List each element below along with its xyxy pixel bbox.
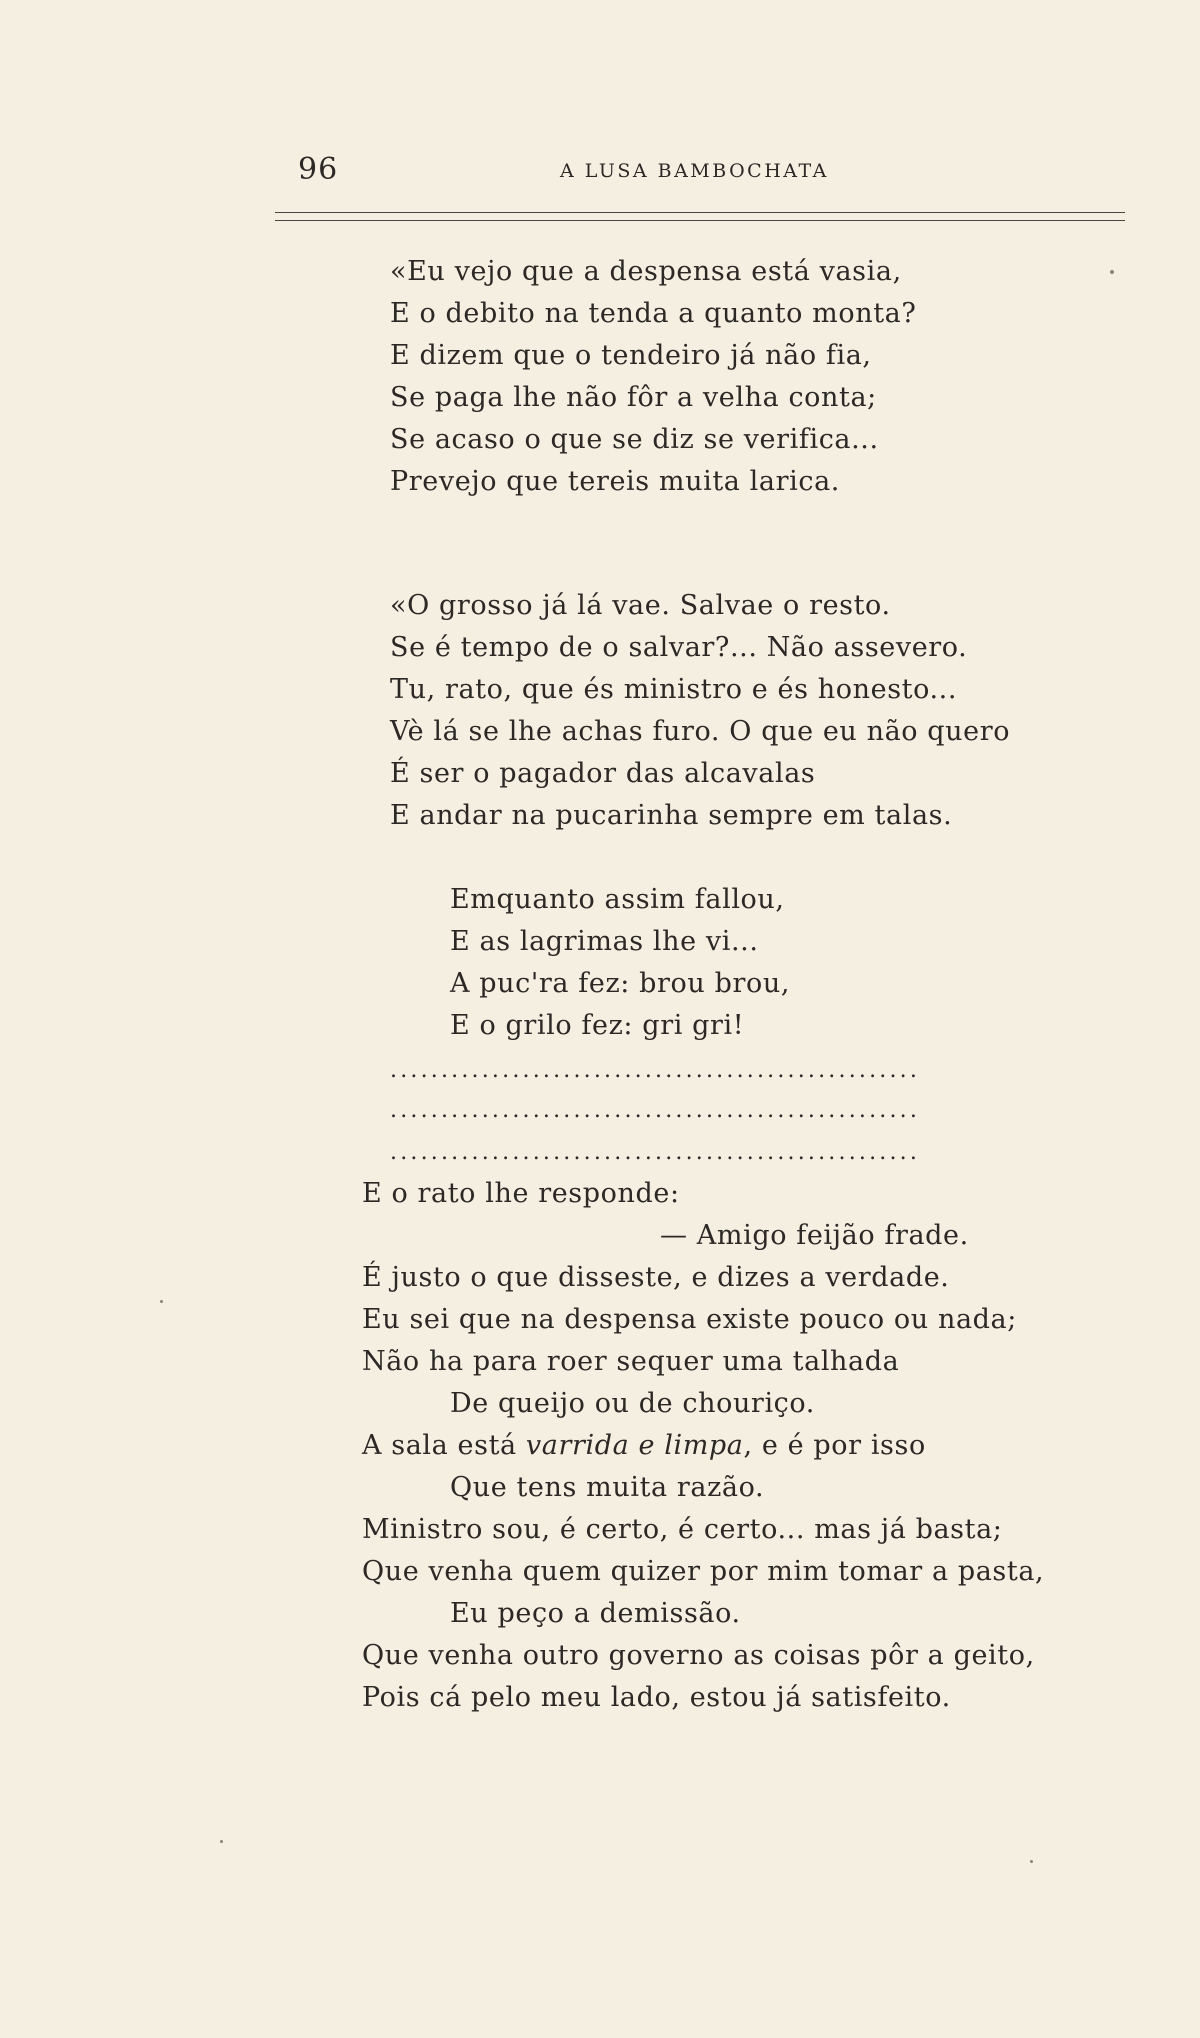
verse-line: «O grosso já lá vae. Salvae o resto. bbox=[390, 590, 891, 621]
verse-line: É justo o que disseste, e dizes a verdade. bbox=[362, 1262, 950, 1293]
verse-italic-phrase: varrida e limpa bbox=[525, 1430, 744, 1461]
verse-line: Pois cá pelo meu lado, estou já satisfeito. bbox=[362, 1682, 951, 1713]
verse-line: Prevejo que tereis muita larica. bbox=[390, 466, 840, 497]
paper-speck bbox=[220, 1840, 223, 1843]
verse-line: E as lagrimas lhe vi... bbox=[450, 926, 759, 957]
verse-line: E o rato lhe responde: bbox=[362, 1178, 680, 1209]
verse-line: «Eu vejo que a despensa está vasia, bbox=[390, 256, 902, 287]
verse-line: E andar na pucarinha sempre em talas. bbox=[390, 800, 953, 831]
omission-dots: .................................................... bbox=[390, 1140, 921, 1165]
verse-line: Eu peço a demissão. bbox=[450, 1598, 741, 1629]
verse-line: Vè lá se lhe achas furo. O que eu não quero bbox=[390, 716, 1011, 747]
verse-line: Eu sei que na despensa existe pouco ou nada; bbox=[362, 1304, 1017, 1335]
verse-line: Não ha para roer sequer uma talhada bbox=[362, 1346, 900, 1377]
omission-dots: .................................................... bbox=[390, 1098, 921, 1123]
verse-fragment: , e é por isso bbox=[743, 1430, 926, 1461]
omission-dots: .................................................... bbox=[390, 1058, 921, 1083]
verse-line: E o debito na tenda a quanto monta? bbox=[390, 298, 917, 329]
verse-line: Que venha outro governo as coisas pôr a geito, bbox=[362, 1640, 1035, 1671]
verse-line: Ministro sou, é certo, é certo... mas já basta; bbox=[362, 1514, 1003, 1545]
verse-line: A puc'ra fez: brou brou, bbox=[450, 968, 790, 999]
verse-line: E dizem que o tendeiro já não fia, bbox=[390, 340, 872, 371]
verse-line: Se acaso o que se diz se verifica... bbox=[390, 424, 879, 455]
verse-line: Que tens muita razão. bbox=[450, 1472, 765, 1503]
paper-speck bbox=[160, 1300, 163, 1303]
header-rule-top bbox=[275, 212, 1125, 213]
page-number: 96 bbox=[298, 152, 339, 187]
verse-line: De queijo ou de chouriço. bbox=[450, 1388, 815, 1419]
verse-line: Se paga lhe não fôr a velha conta; bbox=[390, 382, 877, 413]
verse-line: E o grilo fez: gri gri! bbox=[450, 1010, 745, 1041]
verse-line: Que venha quem quizer por mim tomar a pasta, bbox=[362, 1556, 1045, 1587]
paper-speck bbox=[1110, 270, 1114, 274]
verse-line: Tu, rato, que és ministro e és honesto... bbox=[390, 674, 958, 705]
header-rule-bottom bbox=[275, 220, 1125, 221]
verse-line: É ser o pagador das alcavalas bbox=[390, 758, 816, 789]
verse-line: — Amigo feijão frade. bbox=[660, 1220, 969, 1251]
verse-line: Emquanto assim fallou, bbox=[450, 884, 785, 915]
verse-line bbox=[362, 1430, 926, 1461]
paper-speck bbox=[1030, 1860, 1033, 1863]
verse-fragment: A sala está bbox=[362, 1430, 526, 1461]
verse-line: Se é tempo de o salvar?... Não assevero. bbox=[390, 632, 968, 663]
running-title: A LUSA BAMBOCHATA bbox=[560, 160, 829, 182]
